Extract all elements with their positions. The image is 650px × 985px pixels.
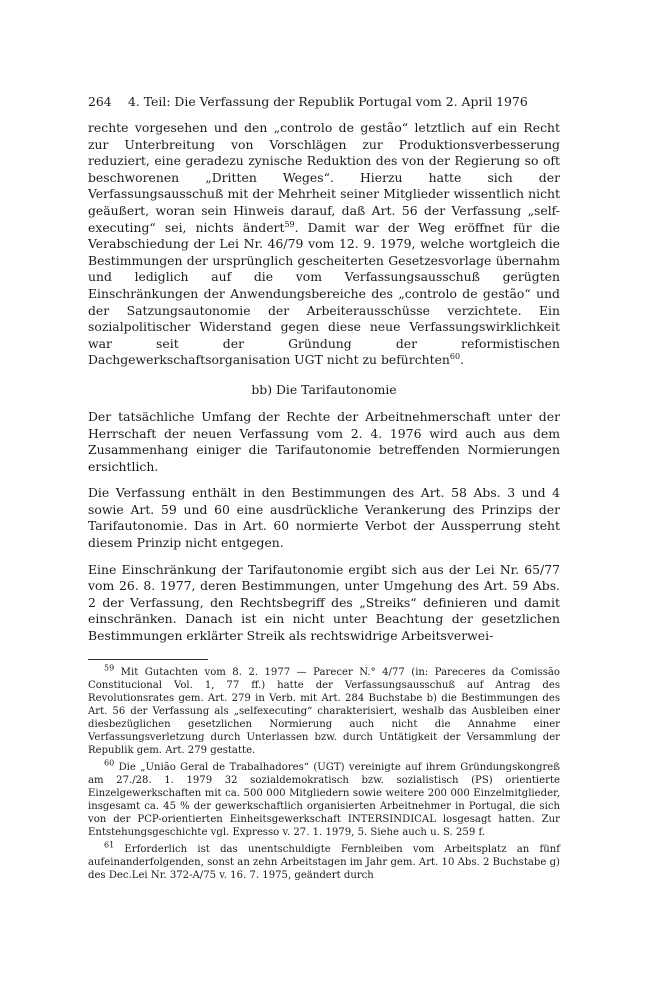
running-title: 4. Teil: Die Verfassung der Republik Portugal vom 2. April 1976 (128, 94, 528, 109)
footnote-text: Die „União Geral de Trabalhadores“ (UGT) vereinigte auf ihrem Gründungskongreß am 27./28. 1. 1979 32 sozialdemokratisch bzw. sozialistisch (PS) orientierte Einzelgewerkschaften mit ca. 500 000 Mitgliedern sowie weitere 200 000 Einzelmitglieder, insgesamt ca. 45 % der gewerkschaftlich organisierten Arbeitnehmer in Portugal, die sich von der PCP-orientierten Einheitsgewerkschaft INTERSINDICAL losgesagt hatten. Zur Entstehungsgeschichte vgl. Expresso v. 27. 1. 1979, 5. Siehe auch u. S. 259 f. (88, 761, 560, 839)
footnote-59 (88, 663, 560, 757)
footnote-ref-59[interactable]: 59 (284, 219, 295, 229)
footnote-mark: 59 (104, 663, 115, 673)
paragraph-1 (88, 120, 560, 369)
running-head (88, 94, 560, 110)
paragraph-4: Eine Einschränkung der Tarifautonomie ergibt sich aus der Lei Nr. 65/77 vom 26. 8. 1977, deren Bestimmungen, unter Umgehung des Art. 59 Abs. 2 der Verfassung, den Rechtsbegriff des „Streiks“ definieren und damit einschränken. Danach ist ein nicht unter Beachtung der gesetzlichen Bestimmungen erklärter Streik als rechtswidrige Arbeitsverwei- (88, 561, 560, 644)
page-number: 264 (88, 94, 112, 109)
paragraph-1-text-a: rechte vorgesehen und den „controlo de gestão“ letztlich auf ein Recht zur Unterbreitung von Vorschlägen zur Produktionsverbesserung reduziert, eine geradezu zynische Reduktion des von der Regierung so oft beschworenen „Dritten Weges“. Hierzu hatte sich der Verfassungsausschuß mit der Mehrheit seiner Mitglieder wissentlich nicht geäußert, woran sein Hinweis darauf, daß Art. 56 der Verfassung „self-executing“ sei, nichts ändert (88, 120, 560, 235)
footnote-61 (88, 840, 560, 882)
document-page (88, 94, 560, 882)
section-heading: bb) Die Tarifautonomie (251, 381, 397, 397)
paragraph-1-text-c: . (460, 352, 465, 368)
footnote-mark: 61 (104, 840, 115, 850)
footnote-text: Erforderlich ist das unentschuldigte Fernbleiben vom Arbeitsplatz an fünf aufeinanderfolgenden, sonst an zehn Arbeitstagen im Jahr gem. Art. 10 Abs. 2 Buchstabe g) des Dec.Lei Nr. 372-A/75 v. 16. 7. 1975, geändert durch (88, 844, 560, 882)
paragraph-3: Die Verfassung enthält in den Bestimmungen des Art. 58 Abs. 3 und 4 sowie Art. 59 und 60 eine ausdrückliche Verankerung des Prinzips der Tarifautonomie. Das in Art. 60 normierte Verbot der Aussperrung steht diesem Prinzip nicht entgegen. (88, 485, 560, 551)
footnote-60 (88, 758, 560, 839)
footnote-ref-60[interactable]: 60 (449, 352, 461, 362)
footnote-text: Mit Gutachten vom 8. 2. 1977 — Parecer N.° 4/77 (in: Pareceres da Comissão Constitucional Vol. 1, 77 ff.) hatte der Verfassungsausschuß auf Antrag des Revolutionsrates gem. Art. 279 in Verb. mit Art. 284 Buchstabe b) die Bestimmungen des Art. 56 der Verfassung als „selfexecuting“ charakterisiert, weshalb das Ausbleiben einer diesbezüglichen gesetzlichen Normierung auch nicht die Annahme einer Verfassungsverletzung durch Unterlassen bzw. durch Untätigkeit der Versammlung der Republik gem. Art. 279 gestatte. (88, 666, 560, 756)
footnotes (88, 663, 560, 883)
footnote-separator (88, 659, 208, 660)
paragraph-2: Der tatsächliche Umfang der Rechte der Arbeitnehmerschaft unter der Herrschaft der neuen Verfassung vom 2. 4. 1976 wird auch aus dem Zusammenhang einiger die Tarifautonomie betreffenden Normierungen ersichtlich. (88, 408, 560, 474)
body-text (88, 120, 560, 645)
paragraph-1-text-b: . Damit war der Weg eröffnet für die Verabschiedung der Lei Nr. 46/79 vom 12. 9. 1979, welche wortgleich die Bestimmungen der ursprünglich gescheiterten Gesetzesvorlage übernahm und lediglich auf die vom Verfassungsausschuß gerügten Einschränkungen der Anwendungsbereiche des „controlo de gestão“ und der Satzungsautonomie der Arbeiterausschüsse verzichtete. Ein sozialpolitischer Widerstand gegen diese neue Verfassungswirklichkeit war seit der Gründung der reformistischen Dachgewerkschaftsorganisation UGT nicht zu befürchten (88, 219, 560, 368)
footnote-mark: 60 (104, 758, 115, 768)
